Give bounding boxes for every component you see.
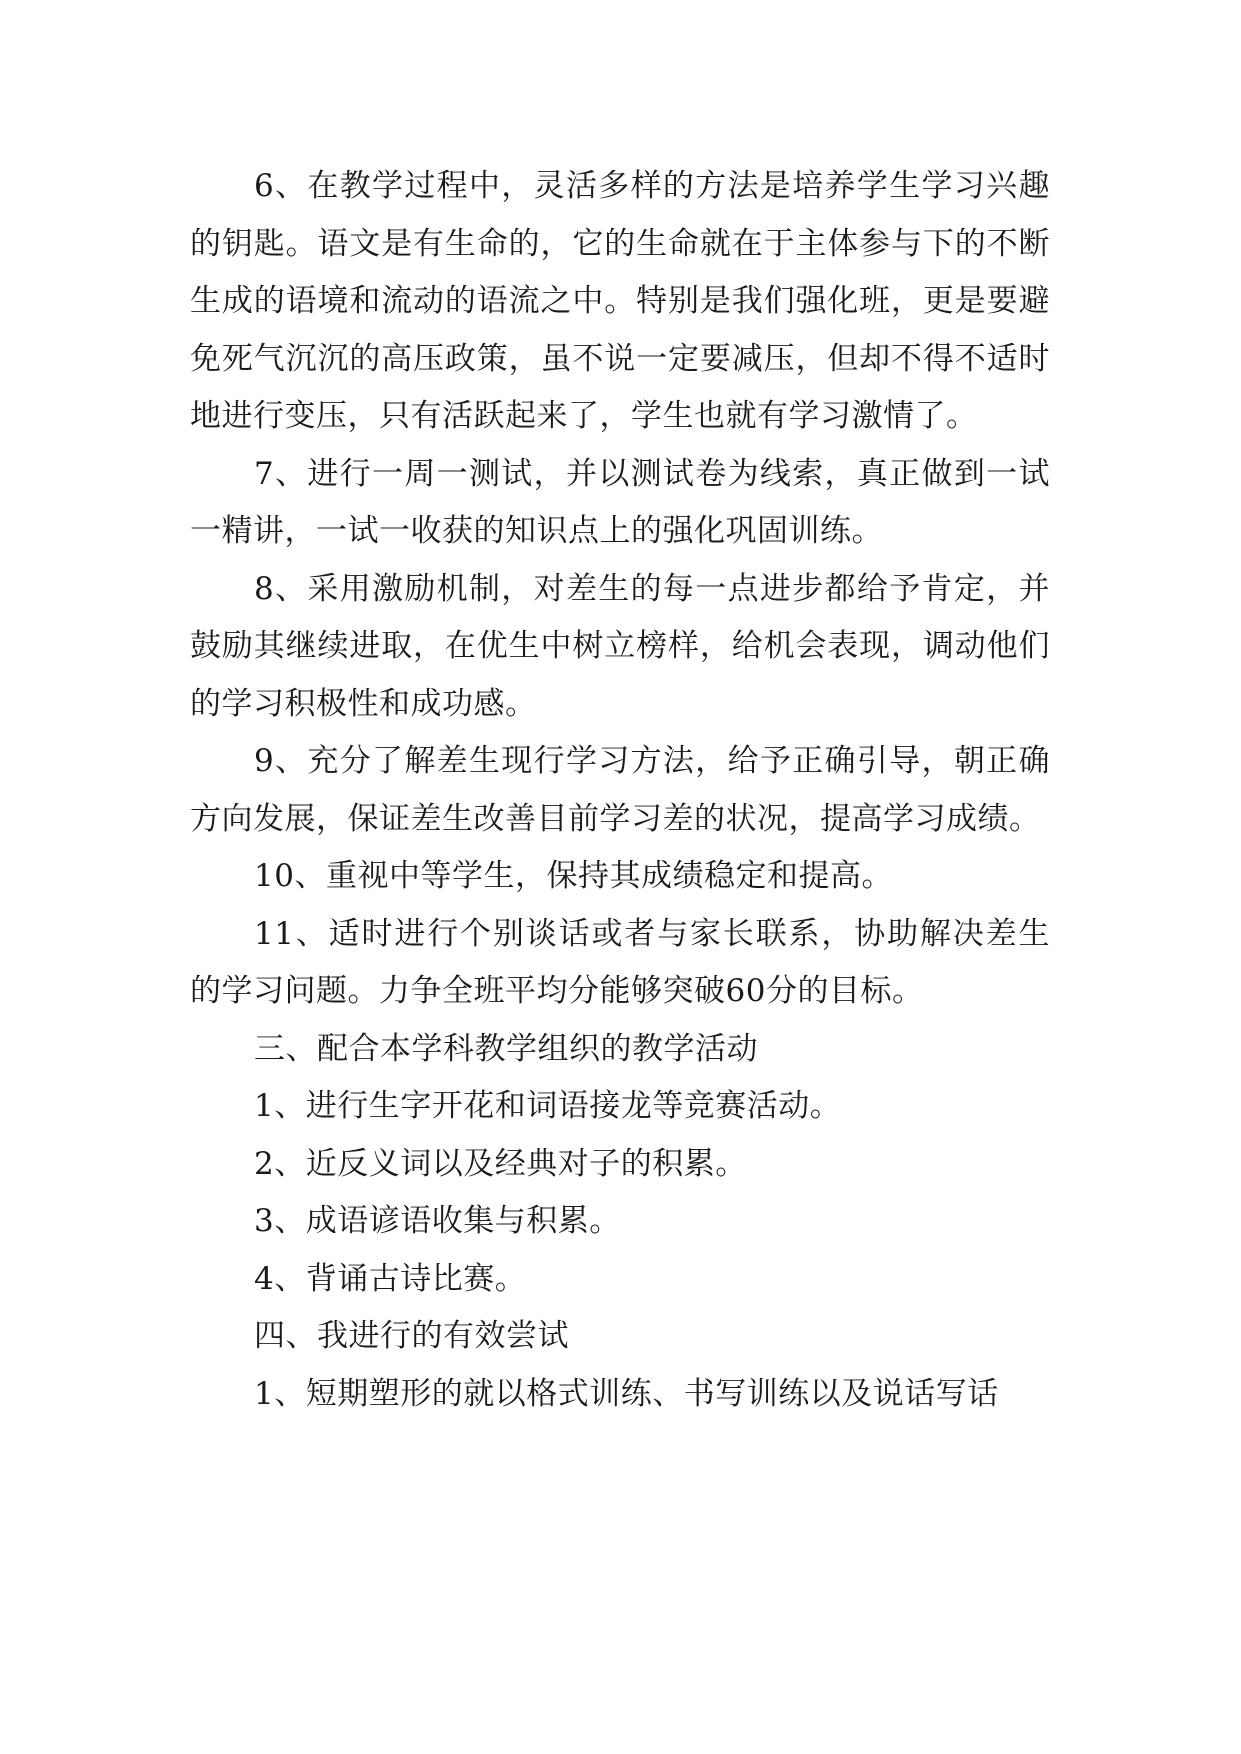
document-body <box>190 158 1050 1423</box>
paragraph-9: 9、充分了解差生现行学习方法，给予正确引导，朝正确方向发展，保证差生改善目前学习差的状况，提高学习成绩。 <box>190 743 1050 837</box>
activity-item-3: 3、成语谚语收集与积累。 <box>254 1203 621 1239</box>
paragraph-10: 10、重视中等学生，保持其成绩稳定和提高。 <box>254 858 893 894</box>
attempt-item-1: 1、短期塑形的就以格式训练、书写训练以及说话写话 <box>254 1375 999 1412</box>
section-heading-4: 四、我进行的有效尝试 <box>254 1318 569 1354</box>
section-heading-3: 三、配合本学科教学组织的教学活动 <box>254 1030 758 1067</box>
activity-item-2: 2、近反义词以及经典对子的积累。 <box>254 1145 747 1182</box>
paragraph-6: 6、在教学过程中，灵活多样的方法是培养学生学习兴趣的钥匙。语文是有生命的，它的生命就在于主体参与下的不断生成的语境和流动的语流之中。特别是我们强化班，更是要避免死气沉沉的高压政策，虽不说一定要减压，但却不得不适时地进行变压，只有活跃起来了，学生也就有学习激情了。 <box>190 168 1050 434</box>
activity-item-4: 4、背诵古诗比赛。 <box>254 1260 527 1297</box>
paragraph-7: 7、进行一周一测试，并以测试卷为线索，真正做到一试一精讲，一试一收获的知识点上的强化巩固训练。 <box>190 455 1050 549</box>
paragraph-8: 8、采用激励机制，对差生的每一点进步都给予肯定，并鼓励其继续进取，在优生中树立榜样，给机会表现，调动他们的学习积极性和成功感。 <box>190 570 1050 722</box>
activity-item-1: 1、进行生字开花和词语接龙等竞赛活动。 <box>254 1088 842 1124</box>
paragraph-11: 11、适时进行个别谈话或者与家长联系，协助解决差生的学习问题。力争全班平均分能够突破60分的目标。 <box>190 915 1050 1009</box>
